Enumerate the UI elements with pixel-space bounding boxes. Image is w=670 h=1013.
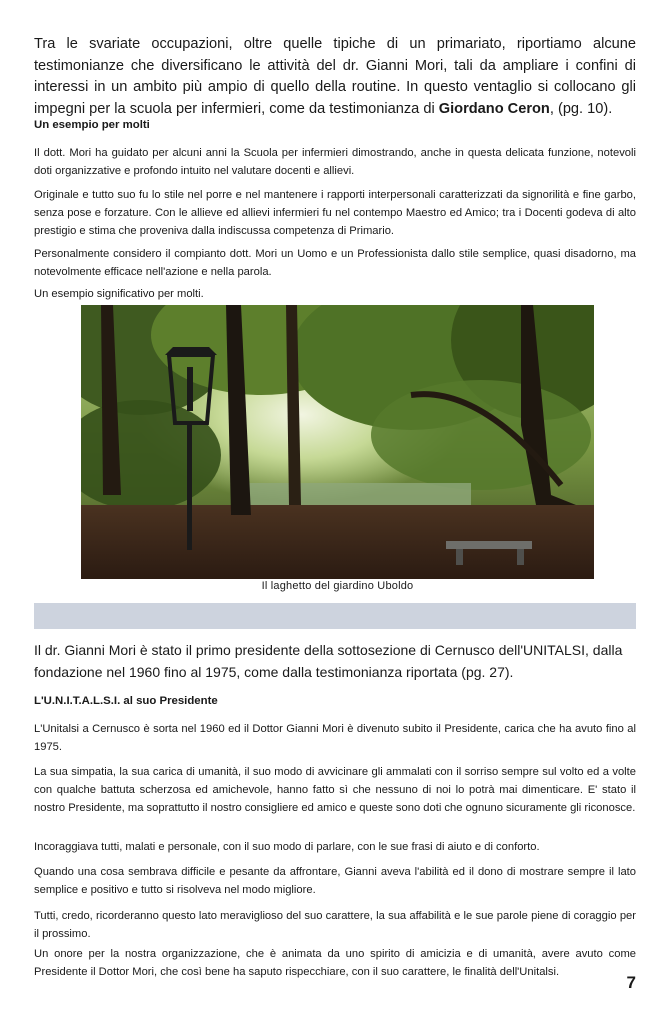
intro-paragraph [34,34,636,120]
section2-paragraph: L'Unitalsi a Cernusco è sorta nel 1960 ed il Dottor Gianni Mori è divenuto subito il Presidente, carica che ha avuto fino al 1975. [34,723,636,753]
intro-text-before: Tra le svariate occupazioni, oltre quelle tipiche di un primariato, riportiamo alcune testimonianze che diversificano le attività del dr. Gianni Mori, tali da ampliare i confini di interessi in un ambito più ampio di quello della routine. In questo ventaglio si collocano gli impegni per la scuola per infermieri, come da testimonianza di [34,36,636,117]
section1-paragraph: Un esempio significativo per molti. [34,288,204,300]
section2-paragraph: Un onore per la nostra organizzazione, che è animata da uno spirito di amicizia e di umanità, avere avuto come Presidente il Dottor Mori, che così bene ha saputo rispecchiare, con il suo carattere, le finalità dell'Unitalsi. [34,948,636,978]
lead-paragraph: Il dr. Gianni Mori è stato il primo presidente della sottosezione di Cernusco dell'UNITALSI, dalla fondazione nel 1960 fino al 1975, come dalla testimonianza riportata (pg. 27). [34,642,623,680]
garden-pond-photo [81,305,594,579]
photo-caption: Il laghetto del giardino Uboldo [261,580,414,592]
page-number: 7 [626,973,636,992]
intro-text-after: , (pg. 10). [549,100,613,117]
section2-paragraph: La sua simpatia, la sua carica di umanità, il suo modo di avvicinare gli ammalati con il sorriso sempre sul volto ed a volte con qualche battuta scherzosa ed amichevole, hanno fatto sì che nessuno di noi lo potrà mai dimenticare. E' stato il nostro Presidente, ma soprattutto il nostro consigliere ed amico e queste sono doti che ognuno sicuramente gli riconosce. [34,766,636,814]
intro-author: Giordano Ceron [438,100,550,117]
section1-paragraph: Originale e tutto suo fu lo stile nel porre e nel mantenere i rapporti interpersonali caratterizzati da signorilità e fine garbo, senza pose e forzature. Con le allieve ed allievi infermieri fu nel contempo Maestro ed Amico; tra i Docenti godeva di alto prestigio e stima che proveniva dalla indiscussa competenza di Primario. [34,189,636,237]
divider-band [34,603,636,629]
section2-paragraph: Tutti, credo, ricorderanno questo lato meraviglioso del suo carattere, la sua affabilità e le sue parole piene di coraggio per il prossimo. [34,910,636,940]
section2-paragraph: Quando una cosa sembrava difficile e pesante da affrontare, Gianni aveva l'abilità ed il dono di mostrare sempre il lato semplice e positivo e tutto si risolveva nel modo migliore. [34,866,636,896]
section1-paragraph: Personalmente considero il compianto dott. Mori un Uomo e un Professionista dallo stile semplice, quasi disadorno, ma notevolmente efficace nell'azione e nella parola. [34,248,636,278]
section1-paragraph: Il dott. Mori ha guidato per alcuni anni la Scuola per infermieri dimostrando, anche in questa delicata funzione, notevoli doti organizzative e profondo intuito nel valutare docenti e allievi. [34,147,636,177]
section1-heading: Un esempio per molti [34,119,150,131]
section2-heading: L'U.N.I.T.A.L.S.I. al suo Presidente [34,695,218,707]
section2-paragraph: Incoraggiava tutti, malati e personale, con il suo modo di parlare, con le sue frasi di aiuto e di conforto. [34,841,540,853]
